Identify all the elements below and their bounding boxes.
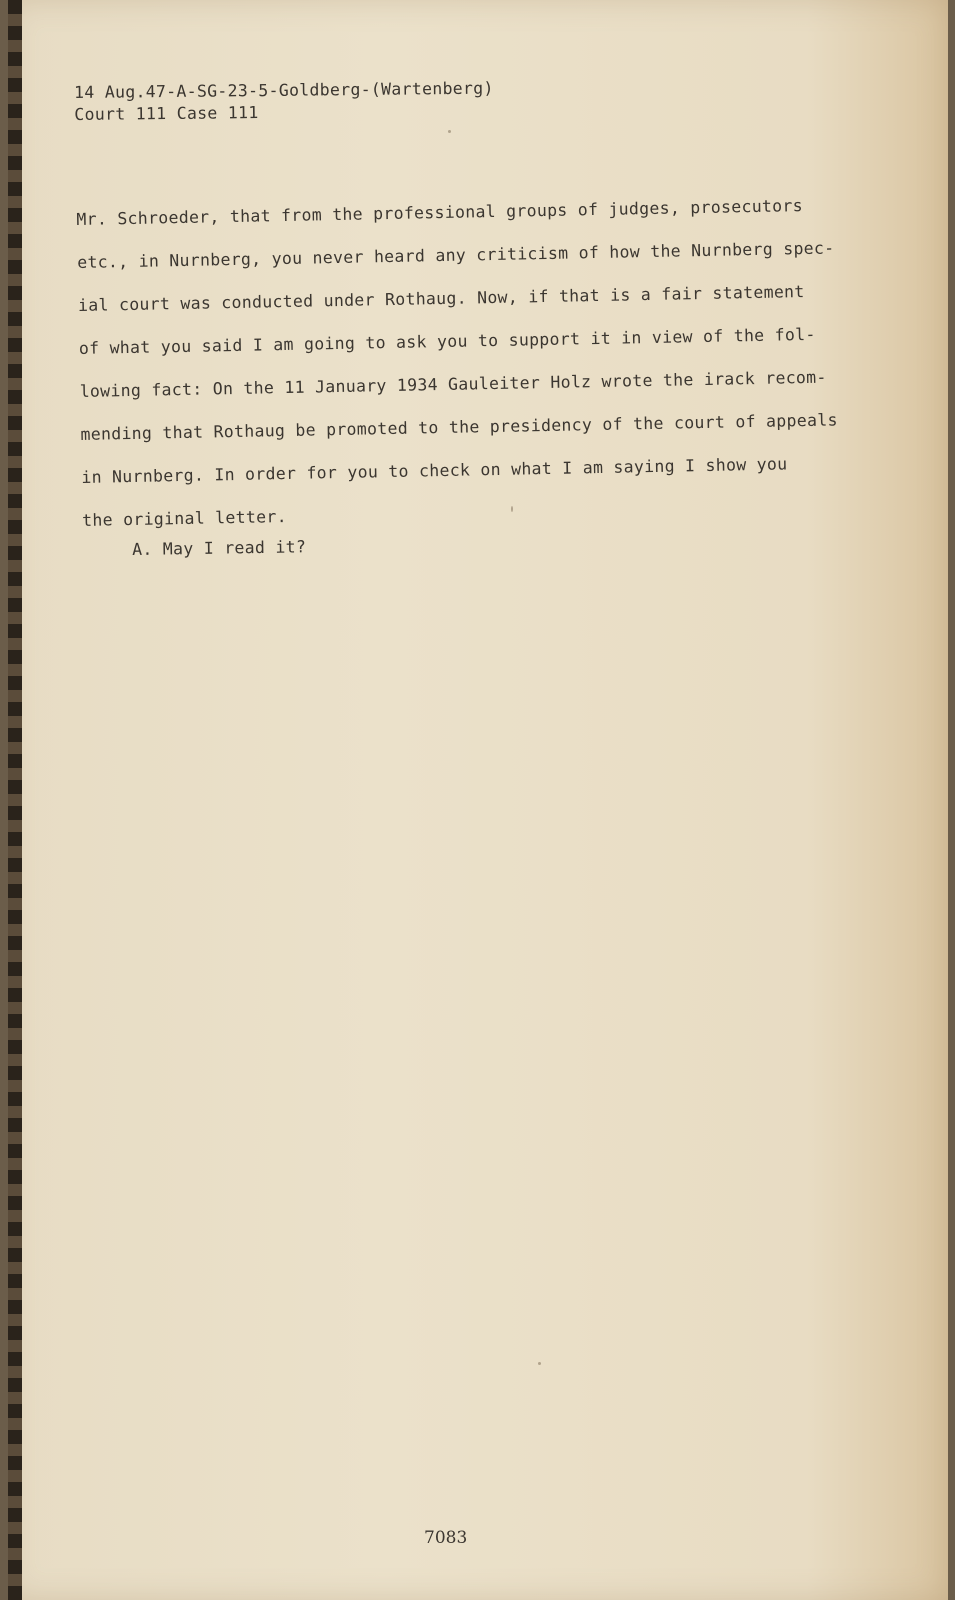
body-line: in Nurnberg. In order for you to check on what I am saying I show you: [81, 454, 788, 487]
body-line: lowing fact: On the 11 January 1934 Gauleiter Holz wrote the irack recom-: [79, 367, 827, 401]
body-line: ial court was conducted under Rothaug. Now, if that is a fair statement: [77, 282, 805, 315]
body-line: mending that Rothaug be promoted to the presidency of the court of appeals: [80, 410, 838, 444]
document-page: [8, 0, 948, 1600]
header-reference-line: 14 Aug.47-A-SG-23-5-Goldberg-(Wartenberg): [74, 78, 494, 102]
body-line: etc., in Nurnberg, you never heard any criticism of how the Nurnberg spec-: [77, 238, 835, 272]
witness-answer: A. May I read it?: [132, 537, 307, 559]
page-number: 7083: [424, 1528, 468, 1548]
body-line: of what you said I am going to ask you to support it in view of the fol-: [78, 324, 816, 358]
body-line: Mr. Schroeder, that from the professional groups of judges, prosecutors: [76, 196, 804, 229]
paper-speck: [538, 1362, 541, 1365]
body-line: the original letter.: [82, 507, 288, 530]
document-header: [74, 78, 494, 126]
paper-speck: [448, 130, 451, 133]
header-court-line: Court 111 Case 111: [74, 103, 259, 124]
paper-speck: [511, 506, 513, 512]
transcript-body: [76, 183, 840, 541]
binding-edge: [8, 0, 22, 1600]
